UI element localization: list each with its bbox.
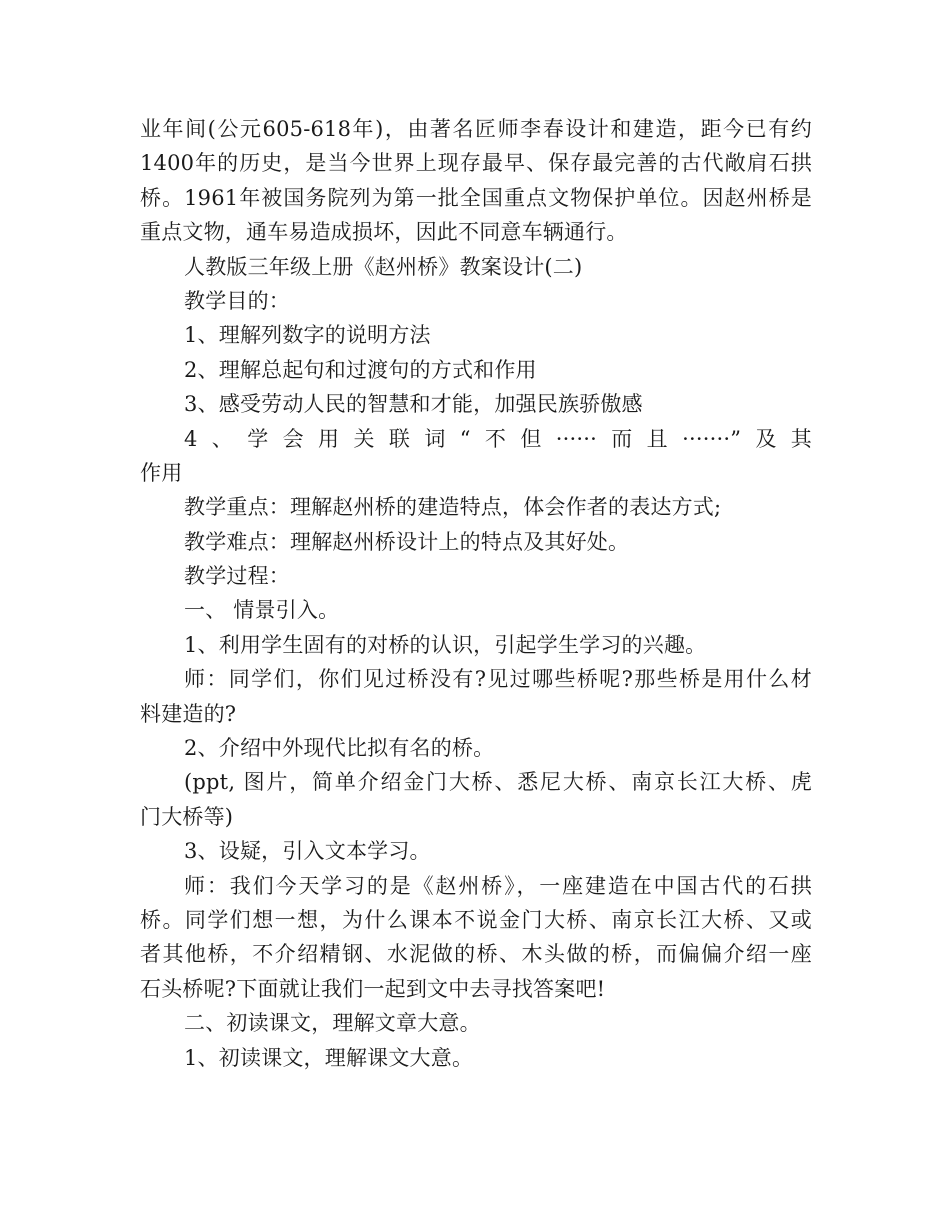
document-body	[140, 112, 812, 1075]
text-line: 业年间(公元605-618年)，由著名匠师李春设计和建造，距今已有约	[140, 117, 812, 141]
text-line: 师：我们今天学习的是《赵州桥》，一座建造在中国古代的石拱	[184, 873, 812, 898]
list-item: 3、感受劳动人民的智慧和才能，加强民族骄傲感	[184, 392, 643, 417]
text-line: 石头桥呢?下面就让我们一起到文中去寻找答案吧!	[140, 976, 606, 1001]
text-line: 1、初读课文，理解课文大意。	[184, 1045, 474, 1070]
text-line: 1400年的历史，是当今世界上现存最早、保存最完善的古代敞肩石拱	[140, 151, 812, 176]
text-line: (ppt, 图片，简单介绍金门大桥、悉尼大桥、南京长江大桥、虎	[184, 770, 812, 795]
text-line: 桥。1961年被国务院列为第一批全国重点文物保护单位。因赵州桥是	[140, 185, 812, 210]
text-line: 作用	[140, 460, 183, 485]
list-item: 1、理解列数字的说明方法	[184, 323, 431, 348]
list-item: 2、理解总起句和过渡句的方式和作用	[184, 357, 537, 382]
text-line: 1、利用学生固有的对桥的认识，引起学生学习的兴趣。	[184, 632, 707, 657]
text-line: 重点文物，通车易造成损坏，因此不同意车辆通行。	[140, 220, 628, 245]
section-title: 人教版三年级上册《赵州桥》教案设计(二)	[184, 254, 583, 279]
text-line: 3、设疑，引入文本学习。	[184, 839, 431, 864]
text-line: 师：同学们，你们见过桥没有?见过哪些桥呢?那些桥是用什么材	[184, 667, 812, 692]
text-line: 教学难点：理解赵州桥设计上的特点及其好处。	[184, 529, 630, 554]
list-item: 4、学会用关联词“不但······而且·······”及其	[184, 426, 812, 451]
text-line: 二、初读课文，理解文章大意。	[184, 1011, 481, 1036]
text-line: 教学重点：理解赵州桥的建造特点，体会作者的表达方式;	[184, 495, 722, 520]
text-line: 桥。同学们想一想，为什么课本不说金门大桥、南京长江大桥、又或	[140, 907, 812, 932]
text-line: 者其他桥，不介绍精钢、水泥做的桥、木头做的桥，而偏偏介绍一座	[140, 942, 812, 967]
text-line: 门大桥等)	[140, 804, 234, 829]
text-line: 料建造的?	[140, 701, 237, 726]
text-line: 教学目的：	[184, 288, 290, 313]
text-line: 一、 情景引入。	[184, 598, 340, 623]
text-line: 教学过程：	[184, 564, 290, 589]
text-line: 2、介绍中外现代比拟有名的桥。	[184, 736, 495, 761]
